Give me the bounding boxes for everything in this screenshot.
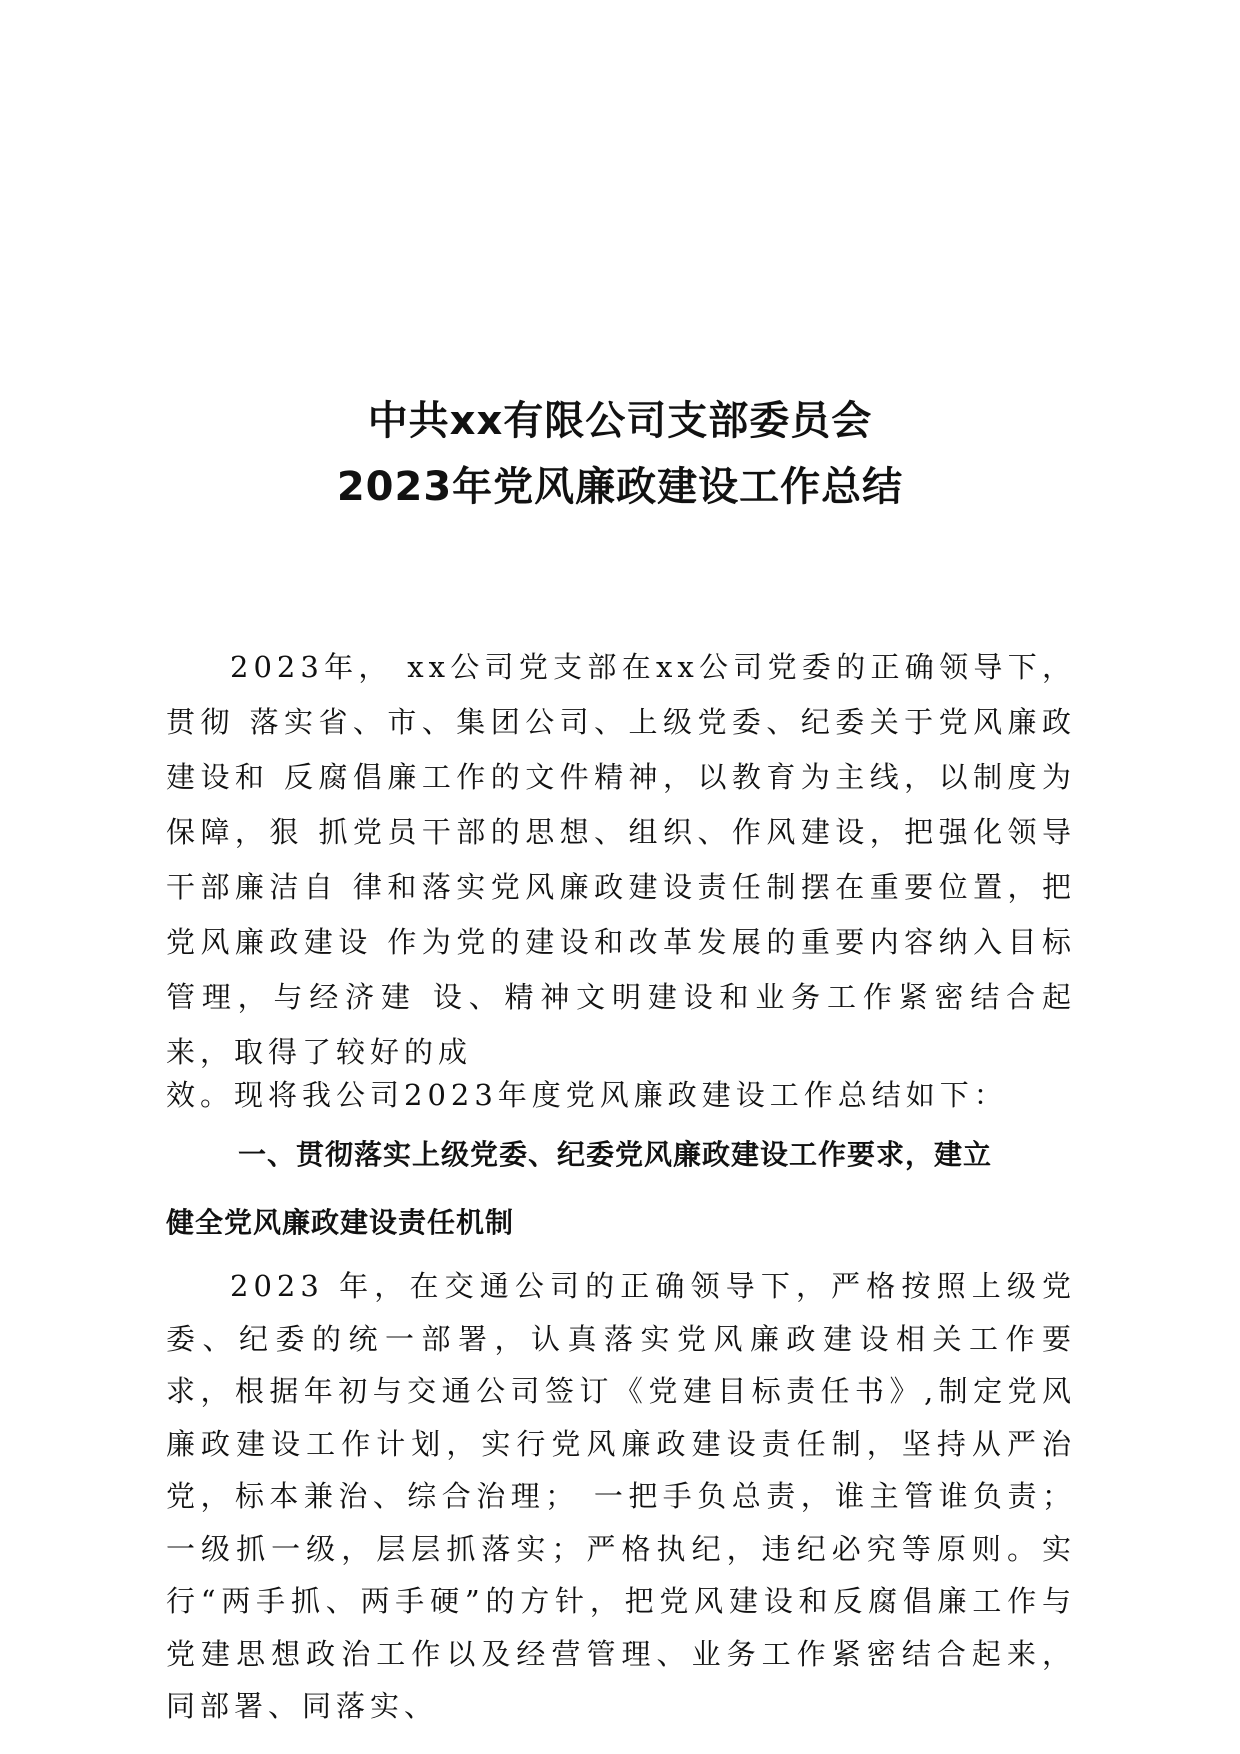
intro-paragraph: 2023年， xx公司党支部在xx公司党委的正确领导下，贯彻 落实省、市、集团公司、上级党委、纪委关于党风廉政建设和 反腐倡廉工作的文件精神，以教育为主线，以制度为保障，狠 抓党员干部的思想、组织、作风建设，把强化领导干部廉洁自 律和落实党风廉政建设责任制摆在重要位置，把党风廉政建设 作为党的建设和改革发展的重要内容纳入目标管理，与经济建 设、精神文明建设和业务工作紧密结合起来，取得了较好的成	[166, 650, 1076, 1069]
title-line-2: 2023年党风廉政建设工作总结	[336, 464, 904, 510]
intro-paragraph-continuation: 效。现将我公司2023年度党风廉政建设工作总结如下：	[166, 1078, 1008, 1112]
section-heading-1-line2: 健全党风廉政建设责任机制	[166, 1206, 515, 1239]
title-line-1: 中共xx有限公司支部委员会	[367, 398, 873, 444]
document-title	[0, 388, 1240, 520]
section-heading-1	[166, 1121, 1106, 1257]
section-heading-1-line1: 一、贯彻落实上级党委、纪委党风廉政建设工作要求，建立	[238, 1138, 993, 1171]
section-1-paragraph: 2023 年，在交通公司的正确领导下，严格按照上级党委、纪委的统一部署，认真落实党风廉政建设相关工作要求，根据年初与交通公司签订《党建目标责任书》,制定党风廉政建设工作计划，实行党风廉政建设责任制，坚持从严治党，标本兼治、综合治理； 一把手负总责，谁主管谁负责； 一级抓一级，层层抓落实；严格执纪，违纪必究等原则。实行“两手抓、两手硬”的方针，把党风建设和反腐倡廉工作与党建思想政治工作以及经营管理、业务工作紧密结合起来，同部署、同落实、	[166, 1269, 1076, 1723]
